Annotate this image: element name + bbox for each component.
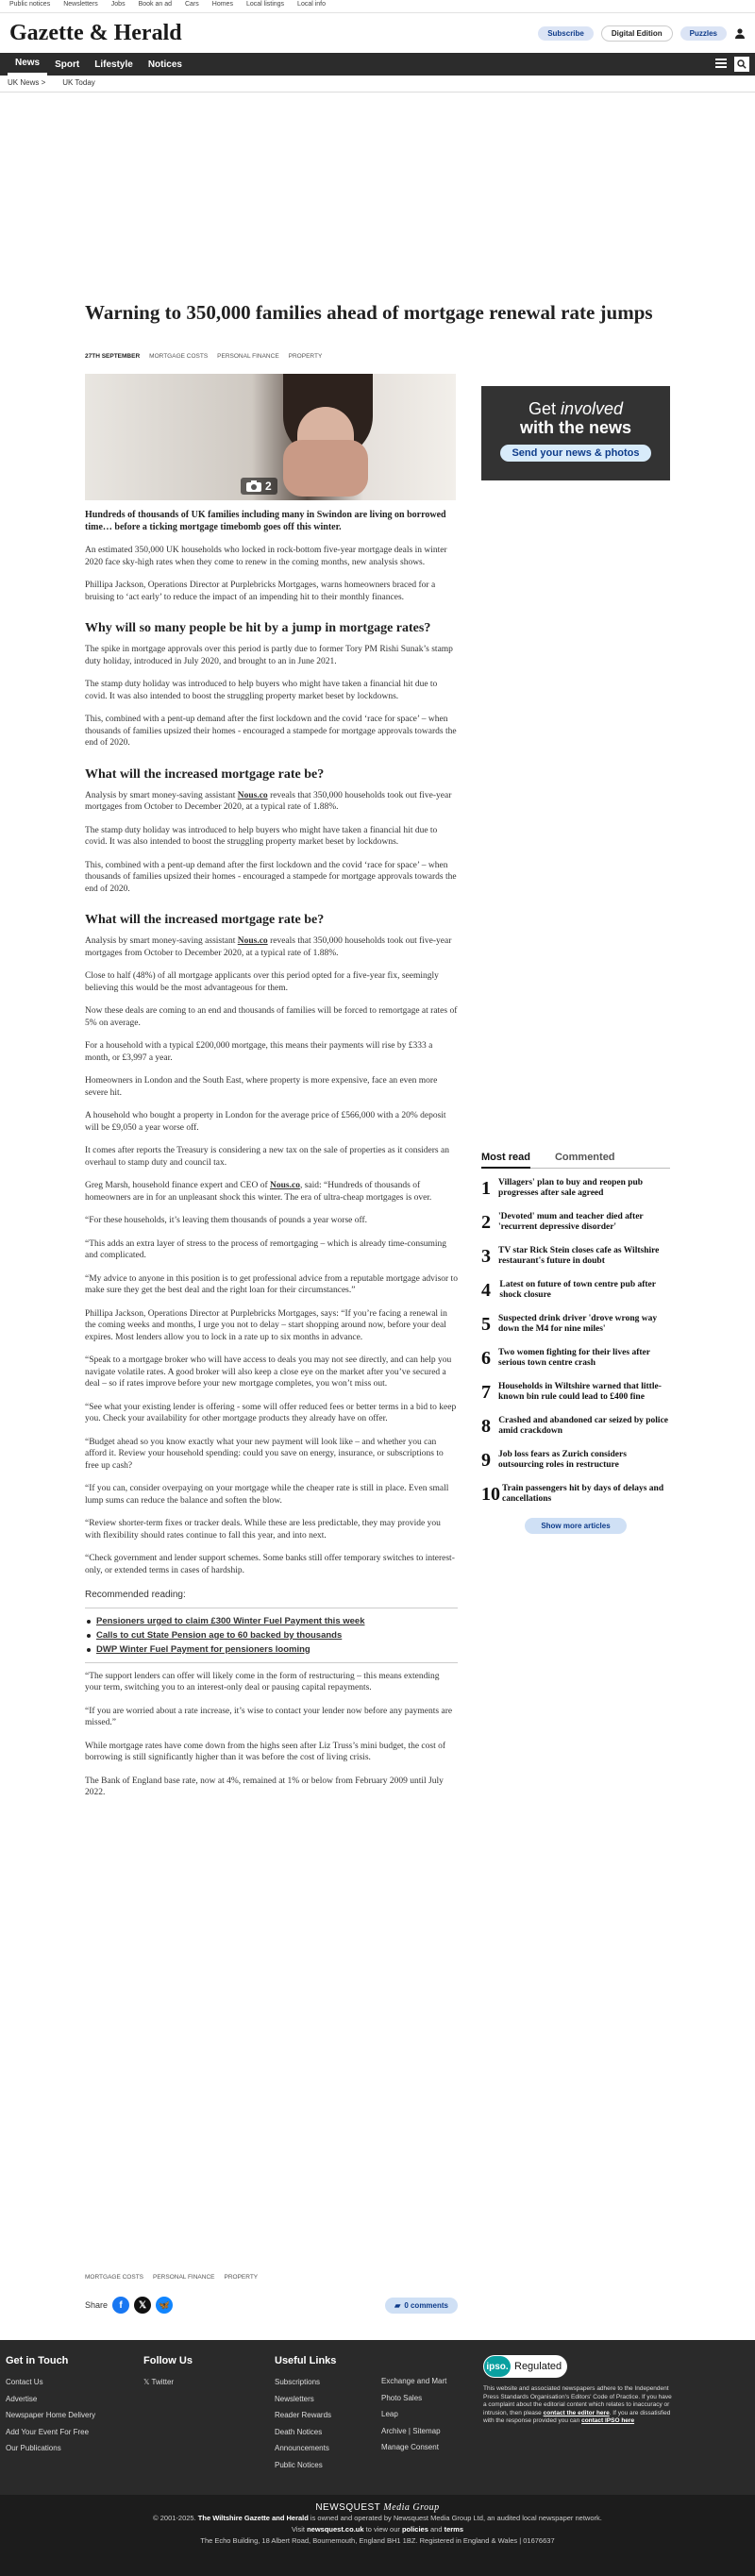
breadcrumb bbox=[0, 76, 755, 93]
list-item[interactable]: 10 Train passengers hit by days of delays and cancellations bbox=[481, 1484, 664, 1505]
breadcrumb-uk-today[interactable]: UK Today bbox=[62, 78, 95, 87]
tag-link[interactable]: PROPERTY bbox=[224, 2274, 259, 2281]
paragraph: “If you are worried about a rate increase, it’s wise to contact your lender now before any payments are missed.” bbox=[85, 1706, 453, 1727]
list-item[interactable]: 8 Crashed and abandoned car seized by police amid crackdown bbox=[481, 1416, 669, 1437]
paragraph: The stamp duty holiday was introduced to help buyers who might have taken a financial hit due to covid. It was also intended to boost the struggling property market beset by lockdowns. bbox=[85, 825, 438, 847]
recommended-link[interactable]: DWP Winter Fuel Payment for pensioners looming bbox=[85, 1642, 458, 1657]
contact-editor-link[interactable]: contact the editor here bbox=[543, 2409, 610, 2416]
topbar-link[interactable]: Local listings bbox=[245, 1, 285, 8]
search-icon bbox=[737, 59, 747, 69]
footer-link[interactable]: Exchange and Mart bbox=[381, 2377, 447, 2385]
puzzles-button[interactable]: Puzzles bbox=[680, 26, 727, 41]
paragraph: This, combined with a pent-up demand after the first lockdown and the covid ‘race for space’ – when thousands of families upsized their homes - encouraged a stampede for mortgage approvals towards the end of 2020. bbox=[85, 860, 457, 894]
tag-link[interactable]: PERSONAL FINANCE bbox=[153, 2274, 215, 2281]
x-icon[interactable]: 𝕏 bbox=[134, 2297, 151, 2314]
newsquest-logo[interactable]: NEWSQUEST Media Group bbox=[315, 2502, 440, 2513]
nav-item-lifestyle[interactable]: Lifestyle bbox=[94, 59, 133, 70]
footer-link[interactable]: Add Your Event For Free bbox=[6, 2427, 90, 2436]
section-heading: What will the increased mortgage rate be? bbox=[85, 766, 325, 782]
comment-icon: ▰ bbox=[394, 2300, 401, 2310]
recommended-reading bbox=[85, 1590, 458, 1663]
nous-link[interactable]: Nous.co bbox=[237, 790, 268, 800]
tab-most-read[interactable]: Most read bbox=[481, 1152, 530, 1163]
twitter-link[interactable]: 𝕏 Twitter bbox=[143, 2378, 175, 2386]
topbar-link[interactable]: Local info bbox=[297, 1, 327, 8]
paragraph: “Check government and lender support schemes. Some banks still offer temporary switches to interest-only, or extended terms in cases of hardship. bbox=[85, 1554, 455, 1575]
show-more-button[interactable]: Show more articles bbox=[525, 1518, 627, 1534]
nav-item-news[interactable]: News bbox=[8, 53, 47, 76]
list-item[interactable]: 4 Latest on future of town centre pub after shock closure bbox=[481, 1280, 656, 1301]
tag-link[interactable]: MORTGAGE COSTS bbox=[149, 353, 209, 360]
paragraph: Analysis by smart money-saving assistant Nous.co reveals that 350,000 households took out five-year mortgages from October to December 2020, at a typical rate of 1.88%. bbox=[85, 936, 452, 958]
photo-count: 2 bbox=[265, 480, 272, 493]
publish-date: 27TH SEPTEMBER bbox=[85, 353, 141, 360]
comments-button[interactable]: ▰ 0 comments bbox=[385, 2298, 458, 2314]
topbar-link[interactable]: Newsletters bbox=[63, 1, 98, 8]
footer-link[interactable]: Leap bbox=[381, 2410, 398, 2418]
policy-line: Visit newsquest.co.uk to view our policies and terms bbox=[291, 2525, 464, 2534]
paragraph: This, combined with a pent-up demand after the first lockdown and the covid ‘race for space’ – when thousands of families upsized their homes - encouraged a stampede for mortgage approvals towards the end of 2020. bbox=[85, 715, 457, 748]
article-meta bbox=[85, 353, 322, 360]
paragraph: It comes after reports the Treasury is considering a new tax on the sale of properties as it considers an overhaul to stamp duty and council tax. bbox=[85, 1146, 449, 1168]
recommended-link[interactable]: Calls to cut State Pension age to 60 backed by thousands bbox=[85, 1628, 458, 1642]
brand-header bbox=[0, 13, 755, 53]
list-item[interactable]: 3 TV star Rick Stein closes cafe as Wiltshire restaurant's future in doubt bbox=[481, 1246, 660, 1267]
list-item[interactable]: 6 Two women fighting for their lives after serious town centre crash bbox=[481, 1348, 650, 1369]
footer-link[interactable]: Public Notices bbox=[275, 2460, 323, 2469]
paragraph: “My advice to anyone in this position is to get professional advice from a reputable mortgage advisor to make sure they get the best deal and the right loan for their circumstances.” bbox=[85, 1273, 458, 1295]
footer-link[interactable]: Subscriptions bbox=[275, 2378, 321, 2386]
nous-link[interactable]: Nous.co bbox=[270, 1181, 300, 1190]
ipso-logo: ipso. bbox=[484, 2356, 511, 2377]
breadcrumb-uk-news[interactable]: UK News > bbox=[8, 78, 46, 87]
topbar-link[interactable]: Public notices bbox=[9, 1, 51, 8]
footer-link[interactable]: Death Notices bbox=[275, 2427, 323, 2436]
paragraph: While mortgage rates have come down from the highs seen after Liz Truss’s mini budget, the cost of borrowing is still significantly higher than it was before the cost of living crisis. bbox=[85, 1741, 446, 1762]
topbar-link[interactable]: Cars bbox=[185, 1, 199, 8]
paragraph: “Budget ahead so you know exactly what your new payment will look like – and whether you can afford it. Review your household spending: could you save on energy, insurance, or subscriptions to free up cash? bbox=[85, 1437, 444, 1471]
paragraph: Greg Marsh, household finance expert and CEO of Nous.co, said: “Hundreds of thousands of homeowners are in for an unpleasant shock this winter. The era of ultra-cheap mortgages is over. bbox=[85, 1181, 432, 1203]
section-heading: What will the increased mortgage rate be? bbox=[85, 913, 325, 927]
paragraph: Homeowners in London and the South East, where property is more expensive, face an even more severe hit. bbox=[85, 1076, 438, 1098]
footer-link[interactable]: Photo Sales bbox=[381, 2393, 423, 2402]
newsquest-link[interactable]: newsquest.co.uk bbox=[307, 2525, 364, 2534]
address-line: The Echo Building, 18 Albert Road, Bournemouth, England BH1 1BZ. Registered in England & Wales | 01676637 bbox=[200, 2536, 555, 2545]
copyright-bar bbox=[0, 2495, 755, 2576]
footer-link[interactable]: Contact Us bbox=[6, 2378, 43, 2386]
brand-actions bbox=[538, 25, 746, 42]
bluesky-icon[interactable]: 🦋 bbox=[156, 2297, 173, 2314]
section-heading: Why will so many people be hit by a jump in mortgage rates? bbox=[85, 621, 431, 635]
paragraph: “The support lenders can offer will likely come in the form of restructuring – this means extending your term, switching you to an interest-only deal or pausing capital repayments. bbox=[85, 1671, 440, 1692]
site-logo[interactable]: Gazette & Herald bbox=[9, 20, 182, 45]
footer-link[interactable]: Advertise bbox=[6, 2394, 38, 2403]
footer-useful-links: Useful Links Subscriptions Newsletters Reader Rewards Death Notices Announcements Public Notices bbox=[275, 2355, 336, 2473]
article-lead: Hundreds of thousands of UK families including many in Swindon are living on borrowed time… before a ticking mortgage timebomb goes off this winter. bbox=[85, 510, 446, 532]
digital-edition-button[interactable]: Digital Edition bbox=[601, 25, 673, 42]
tag-link[interactable]: MORTGAGE COSTS bbox=[85, 2274, 143, 2281]
topbar-link[interactable]: Homes bbox=[211, 1, 233, 8]
ipso-notice: This website and associated newspapers adhere to the Independent Press Standards Organisation's Editors' Code of Practice. If you have a complaint about the editorial content which relates to inaccuracy or intrusion, then please contact the editor here. If you are dissatisfied with the response provided you can contact IPSO here bbox=[483, 2385, 672, 2424]
send-news-button[interactable]: Send your news & photos bbox=[500, 445, 650, 462]
footer-useful-links-2 bbox=[381, 2373, 446, 2456]
paragraph: Analysis by smart money-saving assistant Nous.co reveals that 350,000 households took out five-year mortgages from October to December 2020, at a typical rate of 1.88%. bbox=[85, 790, 452, 812]
paragraph: “If you can, consider overpaying on your mortgage while the cheaper rate is still in place. Even small lump sums can reduce the balance and soften the blow. bbox=[85, 1484, 449, 1506]
paragraph: “For these households, it’s leaving them thousands of pounds a year worse off. bbox=[85, 1216, 368, 1225]
paragraph: The Bank of England base rate, now at 4%, remained at 1% or below from February 2009 until July 2022. bbox=[85, 1776, 444, 1797]
paragraph: The spike in mortgage approvals over this period is partly due to former Tory PM Rishi Sunak’s stamp duty holiday, introduced in July 2020, and brought to an in June 2021. bbox=[85, 645, 453, 666]
footer-link[interactable]: Announcements bbox=[275, 2444, 329, 2452]
paragraph: Phillipa Jackson, Operations Director at Purplebricks Mortgages, says: “If you’re facing a renewal in the coming weeks and months, I urge you not to delay – start shopping around now, before your deal expires. Most lenders allow you to lock in a rate up to six months in advance. bbox=[85, 1308, 447, 1342]
paragraph: The stamp duty holiday was introduced to help buyers who might have taken a financial hit due to covid. It was also intended to boost the struggling property market beset by lockdowns. bbox=[85, 680, 438, 701]
topbar-link[interactable]: Book an ad bbox=[138, 1, 172, 8]
camera-icon bbox=[246, 480, 261, 492]
terms-link[interactable]: terms bbox=[444, 2525, 464, 2534]
footer-get-in-touch: Get in Touch Contact Us Advertise Newspaper Home Delivery Add Your Event For Free Our Publications bbox=[6, 2355, 95, 2457]
tag-link[interactable]: PERSONAL FINANCE bbox=[217, 353, 279, 360]
nav-item-sport[interactable]: Sport bbox=[55, 59, 80, 70]
get-involved-promo: Get involved with the news Send your news & photos bbox=[481, 386, 670, 480]
account-icon[interactable] bbox=[734, 27, 746, 39]
list-item[interactable]: 1 Villagers' plan to buy and reopen pub progresses after sale agreed bbox=[481, 1178, 644, 1199]
hero-image[interactable] bbox=[85, 374, 456, 500]
paragraph: For a household with a typical £200,000 mortgage, this means their payments will rise by £333 a month, or £3,997 a year. bbox=[85, 1041, 433, 1063]
main-nav bbox=[0, 53, 755, 76]
share-bar bbox=[85, 2297, 458, 2314]
footer-link[interactable]: Manage Consent bbox=[381, 2443, 439, 2451]
contact-ipso-link[interactable]: contact IPSO here bbox=[581, 2417, 635, 2424]
search-button[interactable] bbox=[734, 57, 749, 72]
utility-bar bbox=[0, 0, 755, 13]
ipso-panel bbox=[483, 2355, 672, 2426]
footer-link[interactable]: Our Publications bbox=[6, 2444, 61, 2452]
paragraph: Now these deals are coming to an end and thousands of families will be forced to remortgage at rates of 5% on average. bbox=[85, 1006, 458, 1028]
article-headline: Warning to 350,000 families ahead of mortgage renewal rate jumps bbox=[85, 301, 653, 324]
article-tags bbox=[85, 2274, 258, 2281]
list-item[interactable]: 7 Households in Wiltshire warned that little-known bin rule could lead to £400 fine bbox=[481, 1382, 662, 1403]
paragraph: Phillipa Jackson, Operations Director at Purplebricks Mortgages, warns homeowners braced for a bruising to ‘act early’ to reduce the impact of an impending hit to their monthly finances. bbox=[85, 581, 436, 602]
subscribe-button[interactable]: Subscribe bbox=[538, 26, 594, 41]
tab-commented[interactable]: Commented bbox=[554, 1152, 615, 1163]
most-read-widget bbox=[481, 1152, 670, 1534]
footer-follow-us: Follow Us 𝕏 Twitter bbox=[143, 2355, 193, 2391]
paragraph: An estimated 350,000 UK households who locked in rock-bottom five-year mortgage deals in winter 2020 face sky-high rates when they come to renew in the coming months, new analysis shows. bbox=[85, 546, 447, 567]
photo-gallery-button[interactable] bbox=[241, 478, 277, 495]
list-item[interactable]: 2 'Devoted' mum and teacher died after 'recurrent depressive disorder' bbox=[481, 1212, 644, 1233]
recommended-link[interactable]: Pensioners urged to claim £300 Winter Fuel Payment this week bbox=[85, 1614, 458, 1628]
paragraph: “This adds an extra layer of stress to the process of remortgaging – which is already time-consuming and complicated. bbox=[85, 1238, 447, 1260]
footer-link[interactable]: Newsletters bbox=[275, 2394, 314, 2403]
hamburger-icon[interactable] bbox=[715, 56, 727, 73]
paragraph: “See what your existing lender is offering - some will offer reduced fees or better terms in a bid to keep you. Check your availability for other mortgage products they already have on offer. bbox=[85, 1402, 457, 1423]
nous-link[interactable]: Nous.co bbox=[237, 936, 268, 946]
nav-item-notices[interactable]: Notices bbox=[147, 59, 182, 70]
footer-link[interactable]: Archive | Sitemap bbox=[381, 2426, 441, 2435]
ad-slot bbox=[0, 93, 755, 310]
list-item[interactable]: 5 Suspected drink driver 'drove wrong way down the M4 for nine miles' bbox=[481, 1314, 658, 1335]
footer-link[interactable]: Reader Rewards bbox=[275, 2411, 332, 2419]
footer-link[interactable]: Newspaper Home Delivery bbox=[6, 2411, 96, 2419]
paragraph: A household who bought a property in London for the average price of £566,000 with a 20% deposit will be £9,050 a year worse off. bbox=[85, 1111, 446, 1133]
facebook-icon[interactable]: f bbox=[112, 2297, 129, 2314]
tag-link[interactable]: PROPERTY bbox=[288, 353, 323, 360]
policies-link[interactable]: policies bbox=[401, 2525, 428, 2534]
list-item[interactable]: 9 Job loss fears as Zurich considers outsourcing roles in restructure bbox=[481, 1450, 627, 1471]
ipso-badge[interactable]: ipso. Regulated bbox=[483, 2355, 567, 2378]
paragraph: “Speak to a mortgage broker who will have access to deals you may not see directly, and can help you navigate volatile rates. A good broker will also keep a close eye on the market after you’ve secured a deal – so if rates improve before your new mortgage completes, you won’t miss out. bbox=[85, 1355, 452, 1389]
copyright-line: © 2001-2025. The Wiltshire Gazette and Herald is owned and operated by Newsquest Media Group Ltd, an audited local newspaper network. bbox=[153, 2514, 602, 2522]
share-label: Share bbox=[85, 2300, 109, 2310]
paragraph: “Review shorter-term fixes or tracker deals. While these are less predictable, they may provide you with flexibility should rates continue to fall this year, and into next. bbox=[85, 1519, 441, 1541]
topbar-link[interactable]: Jobs bbox=[110, 1, 126, 8]
paragraph: Close to half (48%) of all mortgage applicants over this period opted for a five-year fix, seemingly believing this would be the most advantageous for them. bbox=[85, 971, 439, 993]
recommended-title: Recommended reading: bbox=[85, 1590, 186, 1600]
site-footer bbox=[0, 2340, 755, 2495]
article-body bbox=[85, 510, 458, 1810]
